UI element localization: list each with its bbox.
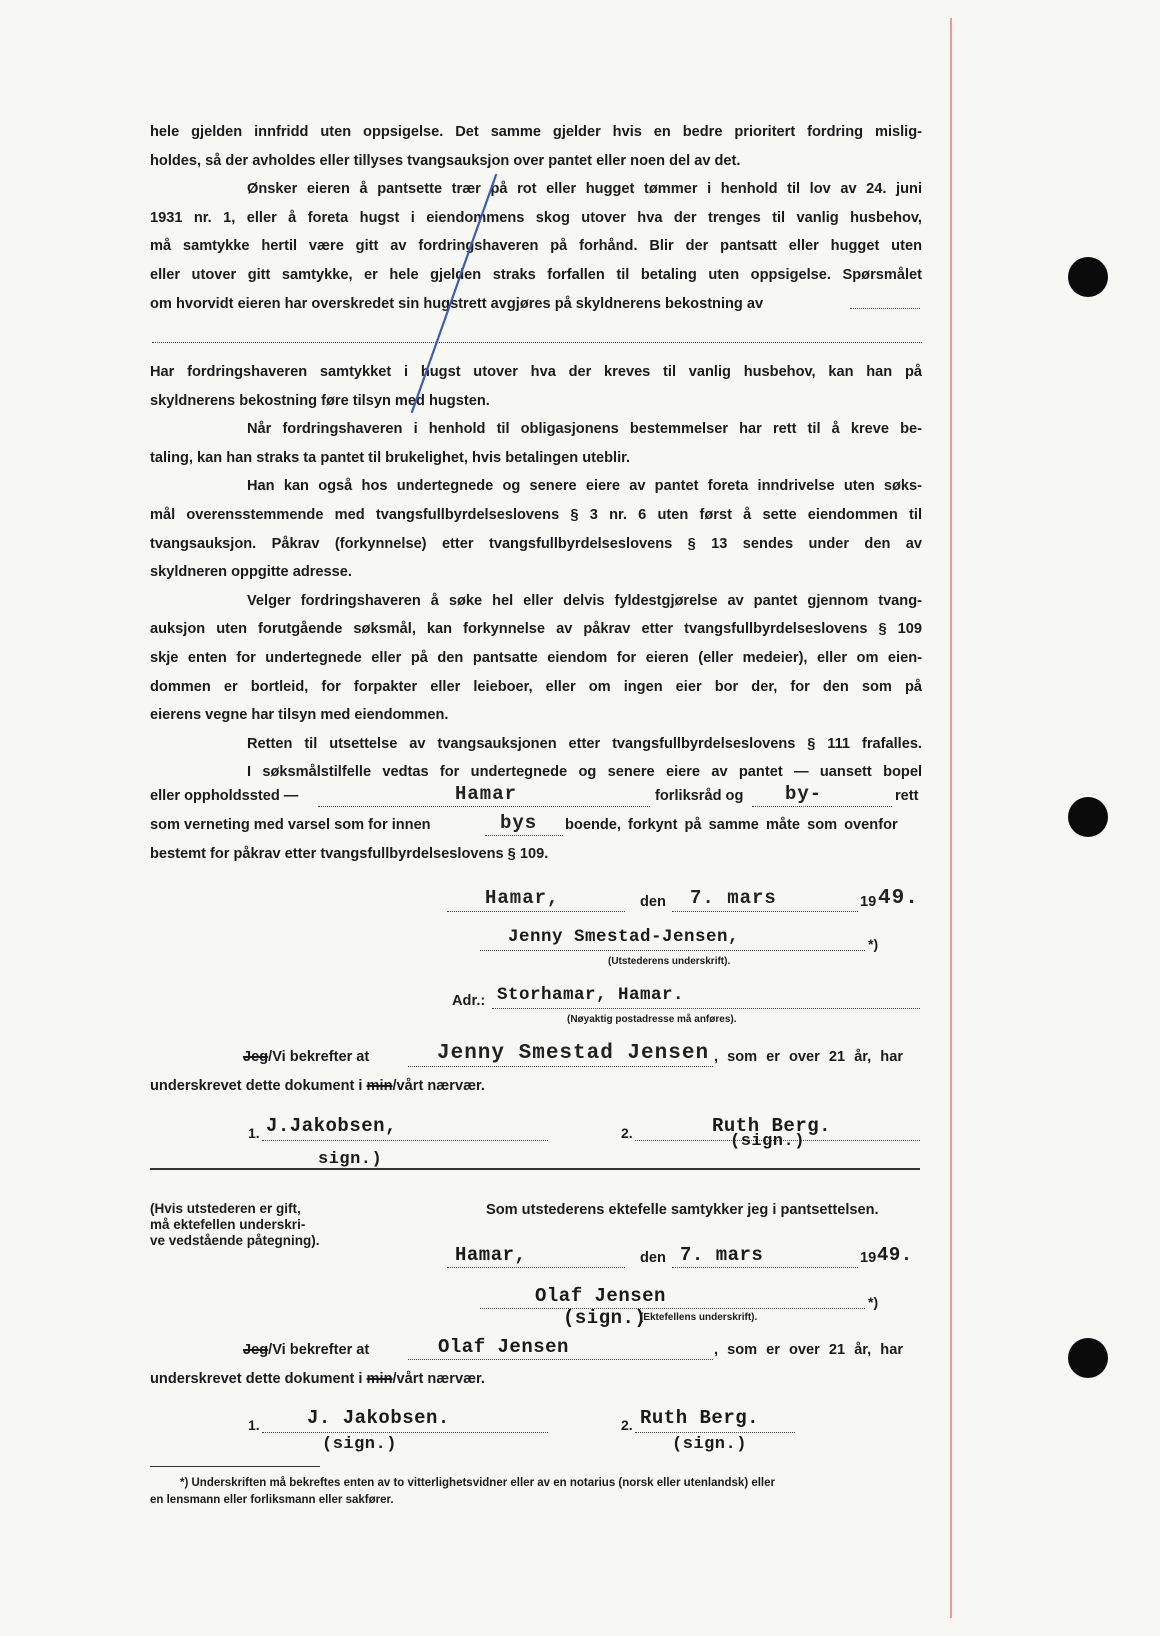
text-line: holdes, så der avholdes eller tillyses tvangsauksjon over pantet eller noen del av det. [150, 152, 741, 169]
witness2-age-text: , som er over 21 år, har [714, 1342, 903, 1358]
date-den: den [640, 894, 666, 910]
witness-number: 1. [248, 1125, 260, 1141]
witness-number: 2. [621, 1125, 633, 1141]
text-line: eierens vegne har tilsyn med eiendommen. [150, 707, 449, 724]
venue-court: by- [785, 783, 823, 805]
witness1-2-name: Ruth Berg. [712, 1115, 832, 1137]
text-line: Har fordringshaveren samtykket i hugst utover hva der kreves til vanlig husbehov, kan han på [150, 364, 922, 380]
text-line: hele gjelden innfridd uten oppsigelse. Det samme gjelder hvis en bedre prioritert fordring mislig- [150, 124, 922, 140]
witness2-1-name: J. Jakobsen. [307, 1407, 450, 1429]
venue-rett: rett [895, 788, 919, 804]
witness2-2-sign: (sign.) [672, 1435, 747, 1454]
verneting-final: bestemt for påkrav etter tvangsfullbyrdelseslovens § 109. [150, 846, 549, 862]
spouse-signature: Olaf Jensen [535, 1285, 666, 1307]
note-line: må ektefellen underskri- [150, 1217, 306, 1232]
adr-label: Adr.: [452, 993, 486, 1009]
spouse-date-century: 19 [860, 1250, 877, 1266]
text-line: I søksmålstilfelle vedtas for undertegnede og senere eiere av pantet — uansett bopel [247, 764, 922, 781]
witness-number: 1. [248, 1417, 260, 1433]
date-day-month: 7. mars [690, 887, 777, 909]
venue-prefix: eller oppholdssted — [150, 788, 299, 804]
note-line: (Hvis utstederen er gift, [150, 1201, 301, 1216]
verneting-fill: bys [500, 812, 538, 834]
witness2-1-sign: (sign.) [322, 1435, 397, 1454]
witness2-2-name: Ruth Berg. [640, 1407, 760, 1429]
min-struck: min [366, 1371, 393, 1387]
jeg-struck: Jeg [243, 1049, 269, 1065]
spouse-date-day-month: 7. mars [680, 1244, 764, 1266]
text-line: tvangsauksjon. Påkrav (forkynnelse) etter tvangsfullbyrdelseslovens § 13 sendes under den av [150, 535, 922, 552]
venue-forliksrad: forliksråd og [655, 788, 744, 804]
spouse-caption: (Ektefellens underskrift). [640, 1312, 758, 1323]
spouse-date-den: den [640, 1250, 666, 1266]
witness1-2-sign: (sign.) [730, 1132, 805, 1151]
line2-a: underskrevet dette dokument i [150, 1078, 363, 1094]
adr-caption: (Nøyaktig postadresse må anføres). [567, 1014, 737, 1025]
spouse-star: *) [868, 1294, 879, 1310]
verneting-suffix: boende, forkynt på samme måte som ovenfor [565, 817, 898, 833]
spouse-date-year: 49. [877, 1244, 913, 1266]
witness1-1-sign: sign.) [318, 1150, 383, 1169]
text-line: skyldnerens bekostning føre tilsyn med hugsten. [150, 392, 490, 409]
spouse-date-place: Hamar, [455, 1244, 527, 1266]
verneting-prefix: som verneting med varsel som for innen [150, 817, 431, 833]
line2-b: /vårt nærvær. [392, 1078, 485, 1094]
footnote-line: en lensmann eller forliksmann eller sakfører. [150, 1494, 394, 1506]
text-line: Han kan også hos undertegnede og senere eiere av pantet foreta inndrivelse uten søks- [247, 478, 922, 495]
text-line: mål overensstemmende med tvangsfullbyrdelseslovens § 3 nr. 6 uten først å sette eiendommen til [150, 506, 922, 523]
text-line: auksjon uten forutgående søksmål, kan forkynnelse av påkrav etter tvangsfullbyrdelseslovens § 109 [150, 621, 922, 638]
min-struck: min [366, 1078, 393, 1094]
issuer-signature: Jenny Smestad-Jensen, [508, 927, 740, 947]
text-line: skyldneren oppgitte adresse. [150, 564, 352, 581]
witness1-name: Jenny Smestad Jensen [437, 1042, 710, 1065]
text-line: 1931 nr. 1, eller å foreta hugst i eiendommens skog utover hva der trenges til vanlig husbehov, [150, 209, 922, 226]
text-line: om hvorvidt eieren har overskredet sin hugstrett avgjøres på skyldnerens bekostning av [150, 295, 764, 312]
issuer-star: *) [868, 936, 879, 952]
issuer-caption: (Utstederens underskrift). [608, 956, 731, 967]
vi-text: /Vi bekrefter at [268, 1342, 370, 1358]
spouse-sign: (sign.) [563, 1307, 647, 1329]
witness1-age-text: , som er over 21 år, har [714, 1049, 903, 1065]
text-line: Ønsker eieren å pantsette trær på rot eller hugget tømmer i henhold til lov av 24. juni [247, 181, 922, 198]
note-line: ve vedstående påtegning). [150, 1233, 320, 1248]
jeg-struck: Jeg [243, 1342, 269, 1358]
date-century: 19 [860, 894, 877, 910]
text-line: taling, kan han straks ta pantet til brukelighet, hvis betalingen uteblir. [150, 449, 631, 466]
text-line: må samtykke hertil være gitt av fordringshaveren på forhånd. Blir der pantsatt eller hugget uten [150, 238, 922, 255]
text-line: eller utover gitt samtykke, er hele gjelden straks forfallen til betaling uten oppsigelse. Spørsmålet [150, 266, 922, 283]
text-line: Retten til utsettelse av tvangsauksjonen etter tvangsfullbyrdelseslovens § 111 frafalles. [247, 735, 922, 752]
text-line: skje enten for undertegnede eller på den pantsatte eiendom for eieren (eller medeier), eller om eien- [150, 649, 922, 666]
text-line: Velger fordringshaveren å søke hel eller delvis fyldestgjørelse av pantet gjennom tvang- [247, 592, 922, 609]
date-year: 49. [878, 887, 919, 910]
text-line: dommen er bortleid, for forpakter eller leieboer, eller om ingen eier bor der, for den som på [150, 678, 922, 695]
text-line: Når fordringshaveren i henhold til obligasjonens bestemmelser har rett til å kreve be- [247, 421, 922, 438]
line2-a: underskrevet dette dokument i [150, 1371, 363, 1387]
issuer-address: Storhamar, Hamar. [497, 985, 685, 1005]
venue-place: Hamar [455, 783, 518, 805]
witness-number: 2. [621, 1417, 633, 1433]
line2-b: /vårt nærvær. [392, 1371, 485, 1387]
date-place: Hamar, [485, 887, 560, 909]
spouse-consent: Som utstederens ektefelle samtykker jeg i pantsettelsen. [486, 1202, 879, 1218]
witness1-1-name: J.Jakobsen, [266, 1115, 397, 1137]
footnote-line: *) Underskriften må bekreftes enten av to vitterlighetsvidner eller av en notarius (norsk eller utenlandsk) eller [180, 1477, 775, 1489]
pen-stroke-line [412, 175, 496, 412]
witness2-name: Olaf Jensen [438, 1336, 569, 1358]
vi-text: /Vi bekrefter at [268, 1049, 370, 1065]
